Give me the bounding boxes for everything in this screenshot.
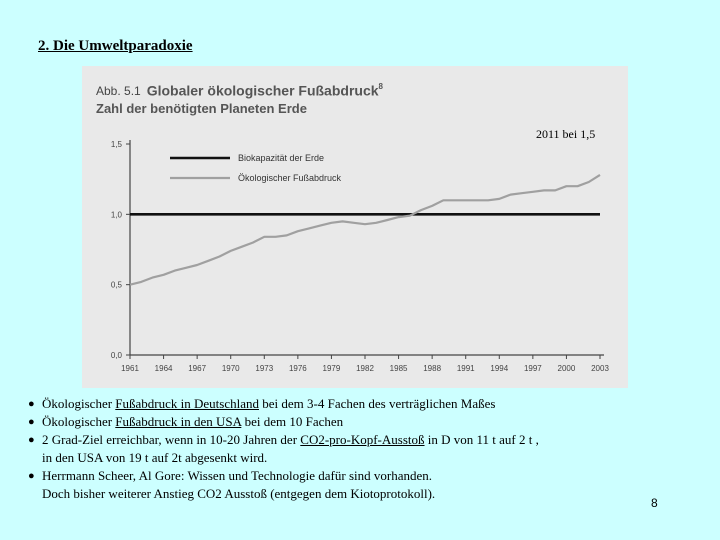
bullet-item-3: ● 2 Grad-Ziel erreichbar, wenn in 10-20 Jahren der CO2-pro-Kopf-Ausstoß in D von 11 t auf 2 t , in den USA von 19 t auf 2t abgesenkt wird. [28,431,708,467]
bullet-dot-icon: ● [28,398,35,410]
x-tick-label: 1988 [423,364,442,373]
figure-number: Abb. 5.1 [96,84,141,99]
y-tick-label: 0,0 [110,351,122,360]
legend-label-1: Biokapazität der Erde [238,153,325,163]
figure-subtitle: Zahl der benötigten Planeten Erde [96,101,307,117]
bullet-item-3-continuation: in den USA von 19 t auf 2t abgesenkt wird. [42,450,268,465]
y-tick-label: 0,5 [110,280,122,290]
figure [82,66,628,388]
x-tick-label: 1973 [255,364,274,373]
bullet-item-4: ● Herrmann Scheer, Al Gore: Wissen und Technologie dafür sind vorhanden. Doch bisher weiterer Anstieg CO2 Ausstoß (entgegen dem Kiotoprotokoll). [28,467,708,503]
chart-annotation: 2011 bei 1,5 [536,127,596,141]
series-line-2 [130,175,600,285]
x-tick-label: 1976 [288,364,307,373]
x-tick-label: 1997 [523,364,542,373]
bullet-item-4-continuation: Doch bisher weiterer Anstieg CO2 Ausstoß (entgegen dem Kiotoprotokoll). [42,486,436,501]
x-tick-label: 2000 [557,364,576,373]
bullet-dot-icon: ● [28,470,35,482]
figure-title-footnote: 8 [378,82,383,91]
bullet-item-2: ● Ökologischer Fußabdruck in den USA bei dem 10 Fachen [28,414,344,429]
x-tick-label: 1979 [322,364,341,373]
x-tick-label: 1967 [188,364,207,373]
x-tick-label: 1970 [221,364,240,373]
bullet-dot-icon: ● [28,416,35,428]
x-tick-label: 1991 [456,364,475,373]
x-tick-label: 2003 [591,364,609,373]
bullet-dot-icon: ● [28,434,35,446]
page-number: 8 [651,496,658,510]
figure-title: Globaler ökologischer Fußabdruck [146,82,379,99]
bullet-item-1: ● Ökologischer Fußabdruck in Deutschland bei dem 3-4 Fachen des verträglichen Maßes [28,396,496,411]
x-tick-label: 1982 [356,364,374,373]
y-tick-label: 1,0 [110,210,122,220]
slide-title: 2. Die Umweltparadoxie [38,38,193,54]
x-tick-label: 1961 [121,364,139,373]
x-tick-label: 1964 [154,364,173,373]
legend-label-2: Ökologischer Fußabdruck [238,173,342,183]
x-tick-label: 1994 [490,364,509,373]
bullet-list [28,395,708,503]
x-tick-label: 1985 [389,364,408,373]
footprint-chart [82,66,628,388]
y-tick-label: 1,5 [110,140,122,149]
